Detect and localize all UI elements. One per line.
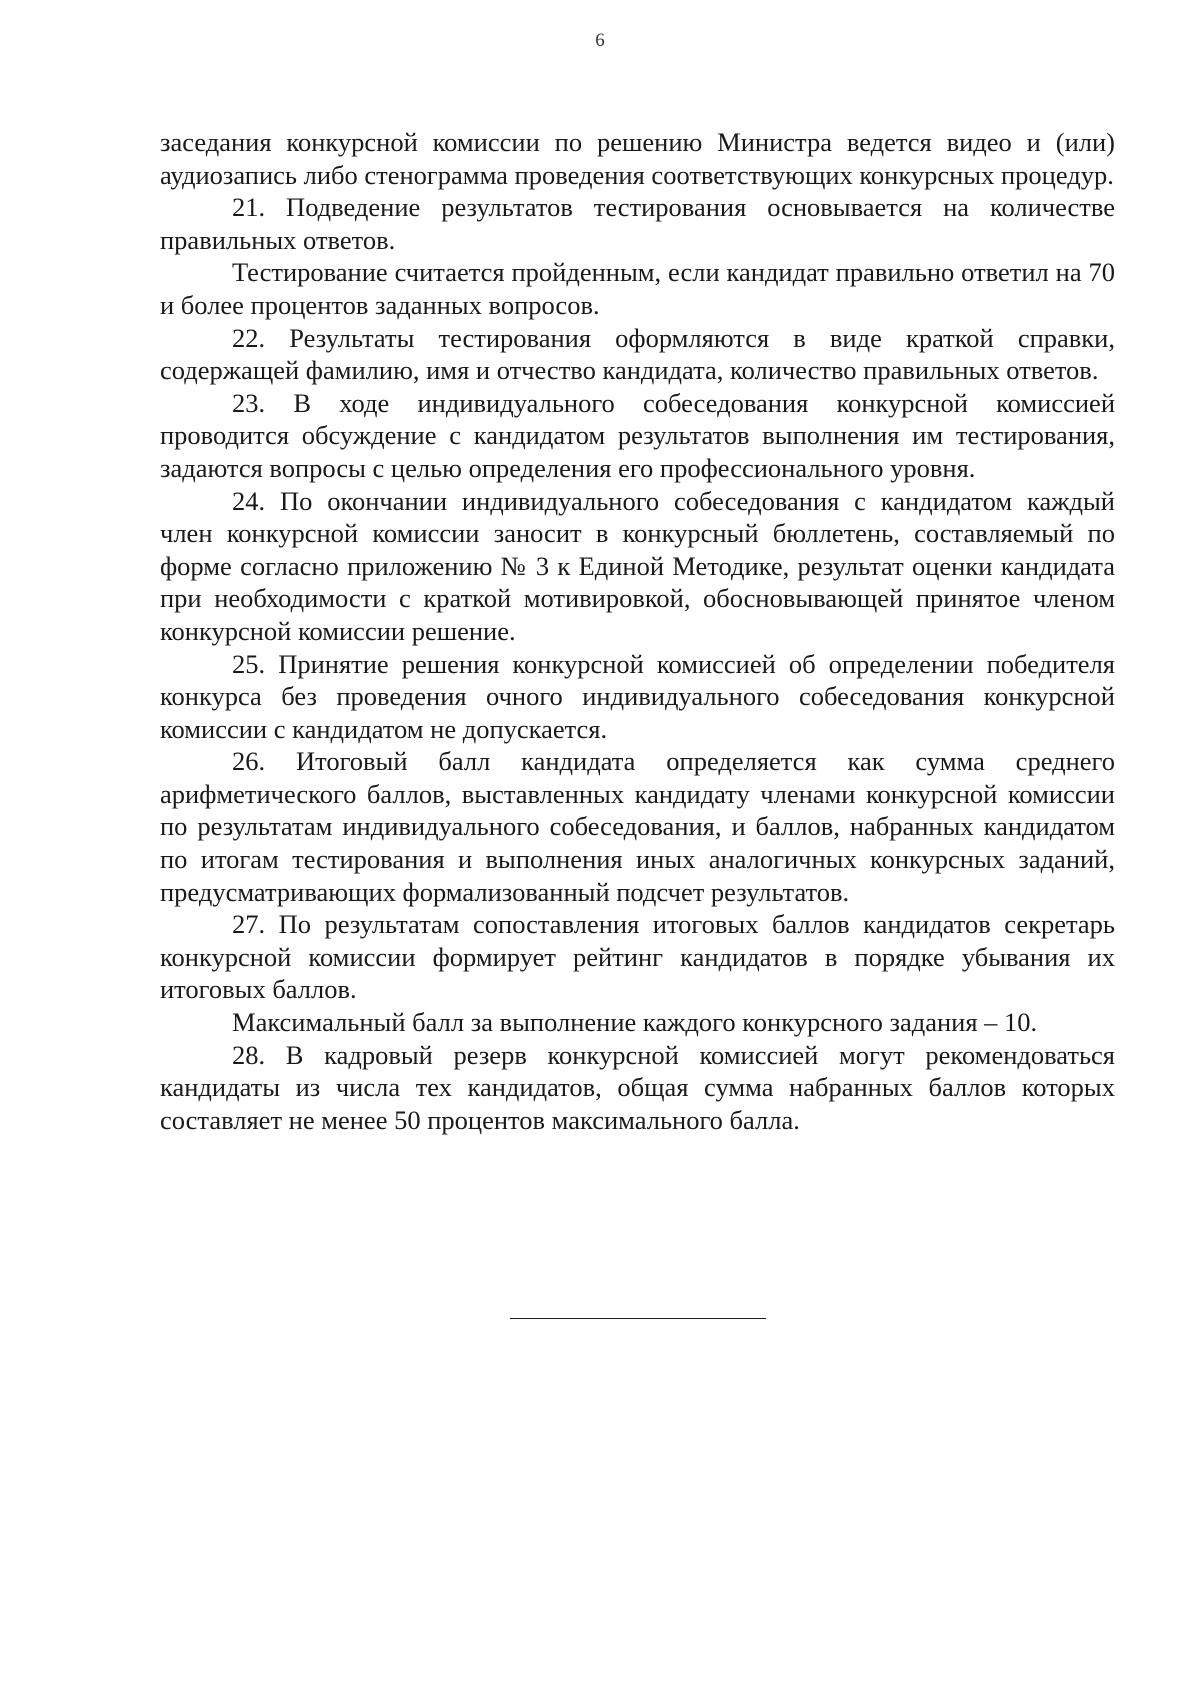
paragraph-25: 25. Принятие решения конкурсной комиссией об определении победителя конкурса без проведения очного индивидуального собеседования конкурсной комиссии с кандидатом не допускается. xyxy=(160,648,1115,744)
paragraph-continuation: заседания конкурсной комиссии по решению Министра ведется видео и (или) аудиозапись либо стенограмма проведения соответствующих конкурсных процедур. xyxy=(160,127,1115,190)
paragraph-27: 27. По результатам сопоставления итоговых баллов кандидатов секретарь конкурсной комиссии формирует рейтинг кандидатов в порядке убывания их итоговых баллов. xyxy=(160,909,1115,1005)
paragraph-23: 23. В ходе индивидуального собеседования конкурсной комиссией проводится обсуждение с кандидатом результатов выполнения им тестирования, задаются вопросы с целью определения его профессионального уровня. xyxy=(160,387,1115,483)
document-body xyxy=(160,126,1115,1136)
paragraph-26: 26. Итоговый балл кандидата определяется как сумма среднего арифметического баллов, выставленных кандидату членами конкурсной комиссии по результатам индивидуального собеседования, и баллов, набранных кандидатом по итогам тестирования и выполнения иных аналогичных конкурсных заданий, предусматривающих формализованный подсчет результатов. xyxy=(160,746,1115,907)
paragraph-28: 28. В кадровый резерв конкурсной комиссией могут рекомендоваться кандидаты из числа тех кандидатов, общая сумма набранных баллов которых составляет не менее 50 процентов максимального балла. xyxy=(160,1039,1115,1135)
end-of-document-rule xyxy=(510,1318,766,1319)
page-number: 6 xyxy=(595,30,605,51)
paragraph-24: 24. По окончании индивидуального собеседования с кандидатом каждый член конкурсной комиссии заносит в конкурсный бюллетень, составляемый по форме согласно приложению № 3 к Единой Методике, результат оценки кандидата при необходимости с краткой мотивировкой, обосновывающей принятое членом конкурсной комиссии решение. xyxy=(160,485,1115,646)
paragraph-21-pass-criteria: Тестирование считается пройденным, если кандидат правильно ответил на 70 и более процентов заданных вопросов. xyxy=(160,257,1115,320)
paragraph-22: 22. Результаты тестирования оформляются в виде краткой справки, содержащей фамилию, имя и отчество кандидата, количество правильных ответов. xyxy=(160,322,1115,386)
paragraph-27-max-score: Максимальный балл за выполнение каждого конкурсного задания – 10. xyxy=(232,1007,1038,1038)
paragraph-21: 21. Подведение результатов тестирования основывается на количестве правильных ответов. xyxy=(160,192,1115,255)
